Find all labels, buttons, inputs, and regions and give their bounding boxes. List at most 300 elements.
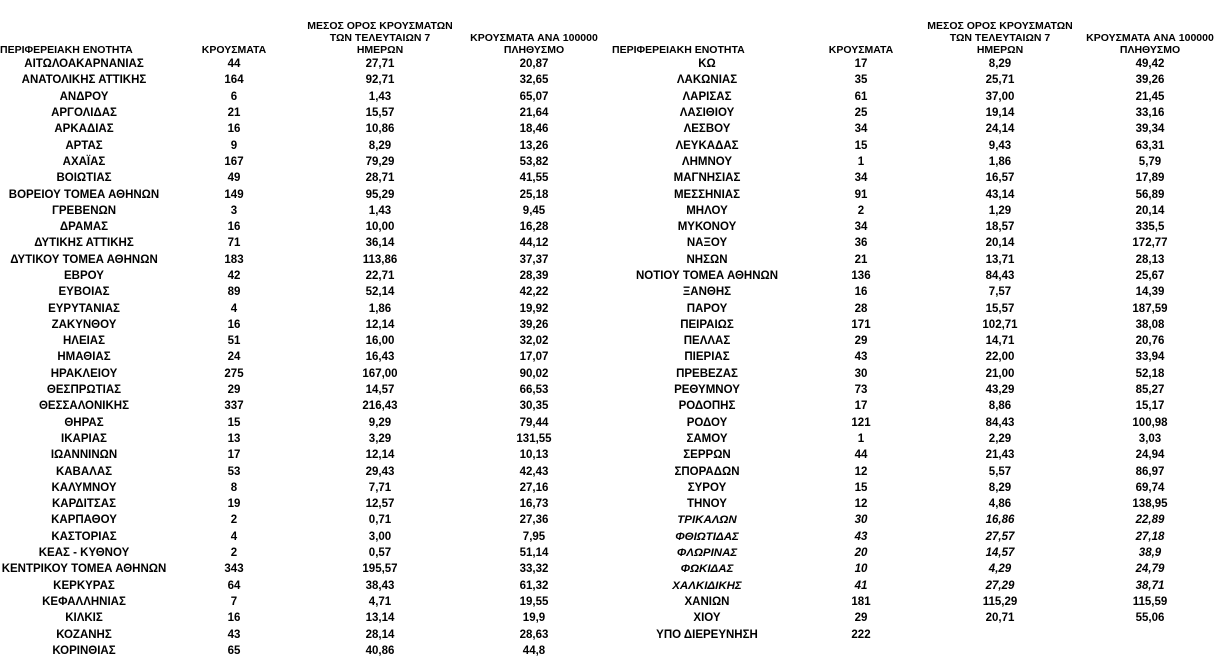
cell-avg-7-days: 15,57 — [365, 107, 395, 120]
cell-avg-7-days: 52,14 — [365, 286, 395, 299]
cell-per-100k: 53,82 — [519, 155, 549, 168]
cell-per-100k: 138,95 — [1132, 498, 1168, 511]
cell-per-100k: 51,14 — [519, 547, 549, 560]
cell-region: ΔΥΤΙΚΟΥ ΤΟΜΕΑ ΑΘΗΝΩΝ — [10, 253, 158, 266]
cell-region: ΜΑΓΝΗΣΙΑΣ — [673, 172, 741, 185]
table-row — [612, 447, 1220, 463]
cell-cases: 3 — [230, 204, 238, 217]
cell-region: ΣΑΜΟΥ — [686, 432, 728, 445]
header-avg-7-days: ΜΕΣΟΣ ΟΡΟΣ ΚΡΟΥΣΜΑΤΩΝ ΤΩΝ ΤΕΛΕΥΤΑΙΩΝ 7 ΗΜΕΡΩΝ — [927, 20, 1073, 56]
cell-per-100k: 25,67 — [1135, 270, 1165, 282]
cell-region: ΕΥΡΥΤΑΝΙΑΣ — [48, 302, 120, 315]
cell-per-100k: 24,79 — [1135, 563, 1165, 576]
cell-region: ΑΝΑΤΟΛΙΚΗΣ ΑΤΤΙΚΗΣ — [21, 74, 147, 87]
cell-cases: 7 — [230, 595, 238, 608]
cell-per-100k: 44,12 — [519, 237, 549, 250]
cell-region: ΚΕΝΤΡΙΚΟΥ ΤΟΜΕΑ ΑΘΗΝΩΝ — [1, 563, 167, 576]
cell-cases: 167 — [224, 155, 244, 168]
cell-avg-7-days: 16,43 — [365, 351, 395, 364]
cell-per-100k: 21,64 — [519, 107, 549, 120]
cell-region: ΔΡΑΜΑΣ — [59, 221, 109, 234]
cell-per-100k: 20,76 — [1135, 335, 1165, 348]
table-row — [0, 186, 608, 202]
cell-avg-7-days: 25,71 — [985, 74, 1015, 87]
cell-avg-7-days: 9,43 — [988, 139, 1012, 152]
cell-cases: 275 — [224, 367, 244, 380]
cell-cases: 89 — [227, 286, 241, 299]
cell-avg-7-days: 21,00 — [985, 367, 1015, 380]
cell-per-100k: 17,07 — [519, 351, 549, 364]
cell-region: ΛΗΜΝΟΥ — [681, 155, 733, 168]
cell-cases: 71 — [227, 237, 241, 250]
cell-cases: 34 — [854, 172, 868, 185]
cell-avg-7-days: 12,14 — [365, 318, 395, 331]
cell-avg-7-days: 167,00 — [362, 367, 398, 380]
cell-avg-7-days: 43,14 — [985, 188, 1015, 201]
cell-per-100k: 27,18 — [1135, 530, 1165, 543]
table-row — [612, 415, 1220, 431]
cell-cases: 24 — [227, 351, 241, 364]
cell-avg-7-days: 0,71 — [368, 514, 392, 527]
cell-region: ΔΥΤΙΚΗΣ ΑΤΤΙΚΗΣ — [34, 237, 134, 250]
table-row — [612, 529, 1220, 545]
table-row — [612, 317, 1220, 333]
cell-region: ΙΩΑΝΝΙΝΩΝ — [50, 449, 118, 462]
table-row — [612, 186, 1220, 202]
cell-cases: 337 — [224, 400, 244, 413]
table-row — [0, 170, 608, 186]
cell-per-100k: 27,36 — [519, 514, 549, 527]
cell-region: ΒΟΙΩΤΙΑΣ — [56, 172, 112, 185]
cell-per-100k: 17,89 — [1135, 172, 1165, 185]
cell-region: ΑΝΔΡΟΥ — [59, 90, 109, 103]
cell-cases: 44 — [854, 449, 868, 462]
cell-cases: 181 — [851, 595, 871, 608]
cell-cases: 43 — [854, 530, 868, 543]
cell-region: ΑΡΚΑΔΙΑΣ — [54, 123, 114, 136]
cell-cases: 121 — [851, 416, 871, 429]
table-row — [0, 268, 608, 284]
cell-per-100k: 16,28 — [519, 221, 549, 234]
cell-per-100k: 7,95 — [522, 530, 546, 543]
cell-avg-7-days: 14,71 — [985, 335, 1015, 348]
cell-avg-7-days: 3,00 — [368, 530, 392, 543]
cell-avg-7-days: 9,29 — [368, 416, 392, 429]
header-cases: ΚΡΟΥΣΜΑΤΑ — [201, 44, 267, 56]
header-row — [0, 0, 608, 56]
table-row — [612, 105, 1220, 121]
cell-cases: 29 — [227, 384, 241, 397]
cell-region: ΣΥΡΟΥ — [687, 481, 727, 494]
cell-region: ΤΗΝΟΥ — [687, 498, 727, 511]
table-row — [0, 463, 608, 479]
cell-avg-7-days: 95,29 — [365, 188, 395, 201]
table-row — [612, 545, 1220, 561]
cell-per-100k: 66,53 — [519, 384, 549, 397]
cell-avg-7-days: 37,00 — [985, 90, 1015, 103]
cell-cases: 343 — [224, 563, 244, 576]
cell-cases: 19 — [227, 498, 241, 511]
cell-avg-7-days: 8,29 — [368, 139, 392, 152]
table-row — [612, 137, 1220, 153]
cell-avg-7-days: 16,57 — [985, 172, 1015, 185]
cell-per-100k: 3,03 — [1138, 432, 1162, 445]
cell-cases: 10 — [854, 563, 868, 576]
cell-per-100k: 39,26 — [1135, 74, 1165, 87]
cell-cases: 34 — [854, 123, 868, 136]
cell-cases: 9 — [230, 139, 238, 152]
cell-region: ΡΟΔΟΥ — [686, 416, 728, 429]
table-row — [612, 431, 1220, 447]
cell-region: ΚΑΣΤΟΡΙΑΣ — [51, 530, 117, 543]
table-row — [612, 284, 1220, 300]
cell-cases: 16 — [227, 123, 241, 136]
table-row — [0, 317, 608, 333]
cell-avg-7-days: 1,43 — [368, 204, 392, 217]
cell-cases: 73 — [854, 384, 868, 397]
table-row — [612, 170, 1220, 186]
cell-avg-7-days: 14,57 — [365, 384, 395, 397]
cell-cases: 4 — [230, 302, 238, 315]
cell-avg-7-days: 24,14 — [985, 123, 1015, 136]
cell-cases: 16 — [227, 612, 241, 625]
cell-region: ΠΑΡΟΥ — [686, 302, 728, 315]
table-row — [0, 512, 608, 528]
cell-region: ΚΙΛΚΙΣ — [65, 612, 103, 625]
cell-per-100k: 20,14 — [1135, 204, 1165, 217]
table-row — [612, 366, 1220, 382]
table-row — [612, 121, 1220, 137]
cell-avg-7-days: 28,71 — [365, 172, 395, 185]
cell-region: ΙΚΑΡΙΑΣ — [61, 432, 107, 445]
cell-region: ΚΕΦΑΛΛΗΝΙΑΣ — [42, 595, 126, 608]
cell-region: ΞΑΝΘΗΣ — [682, 286, 732, 299]
cell-region: ΦΛΩΡΙΝΑΣ — [676, 547, 738, 560]
cell-per-100k: 28,13 — [1135, 253, 1165, 266]
table-row — [0, 219, 608, 235]
cell-per-100k: 22,89 — [1135, 514, 1165, 527]
cell-region: ΣΠΟΡΑΔΩΝ — [674, 465, 740, 478]
cell-region: ΗΡΑΚΛΕΙΟΥ — [50, 367, 118, 380]
table-row — [0, 203, 608, 219]
cell-cases: 13 — [227, 432, 241, 445]
table-row — [612, 626, 1220, 642]
cell-cases: 51 — [227, 335, 241, 348]
cell-region: ΑΙΤΩΛΟΑΚΑΡΝΑΝΙΑΣ — [24, 58, 144, 71]
cell-avg-7-days: 27,29 — [985, 579, 1015, 592]
cell-region: ΚΕΑΣ - ΚΥΘΝΟΥ — [38, 547, 130, 560]
cases-table-left — [0, 0, 608, 659]
cell-per-100k: 33,32 — [519, 563, 549, 576]
cell-avg-7-days: 12,57 — [365, 498, 395, 511]
cell-region: ΧΙΟΥ — [693, 612, 721, 625]
cell-avg-7-days: 79,29 — [365, 155, 395, 168]
table-row — [612, 154, 1220, 170]
table-row — [0, 545, 608, 561]
table-row — [612, 496, 1220, 512]
table-row — [0, 154, 608, 170]
cell-region: ΛΑΣΙΘΙΟΥ — [679, 107, 735, 120]
table-body-right — [612, 56, 1220, 643]
cell-region: ΛΕΥΚΑΔΑΣ — [675, 139, 739, 152]
cell-avg-7-days: 19,14 — [985, 107, 1015, 120]
table-row — [612, 252, 1220, 268]
cell-region: ΠΕΛΛΑΣ — [683, 335, 731, 348]
table-row — [612, 300, 1220, 316]
header-per-100k: ΚΡΟΥΣΜΑΤΑ ΑΝΑ 100000 ΠΛΗΘΥΣΜΟ — [470, 32, 598, 56]
cell-per-100k: 25,18 — [519, 188, 549, 201]
cell-region: ΘΕΣΠΡΩΤΙΑΣ — [46, 384, 122, 397]
cell-region: ΠΕΙΡΑΙΩΣ — [680, 318, 734, 331]
cell-region: ΚΩ — [698, 58, 716, 71]
cell-region: ΧΑΛΚΙΔΙΚΗΣ — [672, 579, 742, 592]
cell-avg-7-days: 20,14 — [985, 237, 1015, 250]
cell-cases: 43 — [227, 628, 241, 641]
cell-avg-7-days: 113,86 — [362, 253, 398, 266]
cell-cases: 41 — [854, 579, 868, 592]
cell-per-100k: 52,18 — [1135, 367, 1165, 380]
cell-cases: 15 — [227, 416, 241, 429]
header-region: ΠΕΡΙΦΕΡΕΙΑΚΗ ΕΝΟΤΗΤΑ — [612, 44, 745, 56]
cell-cases: 149 — [224, 188, 244, 201]
cell-region: ΚΑΒΑΛΑΣ — [55, 465, 113, 478]
cell-per-100k: 19,92 — [519, 302, 549, 315]
cell-avg-7-days: 102,71 — [982, 318, 1018, 331]
cell-per-100k: 65,07 — [519, 90, 549, 103]
table-row — [0, 252, 608, 268]
cell-region: ΜΗΛΟΥ — [686, 204, 728, 217]
cell-avg-7-days: 1,86 — [988, 155, 1012, 168]
cell-per-100k: 42,43 — [519, 465, 549, 478]
cell-avg-7-days: 15,57 — [985, 302, 1015, 315]
cell-cases: 34 — [854, 221, 868, 234]
cell-avg-7-days: 4,71 — [368, 595, 392, 608]
cell-avg-7-days: 84,43 — [985, 270, 1015, 282]
cell-per-100k: 90,02 — [519, 367, 549, 380]
table-row — [612, 219, 1220, 235]
cell-per-100k: 131,55 — [516, 432, 552, 445]
cell-per-100k: 9,45 — [522, 204, 546, 217]
cell-per-100k — [1080, 626, 1220, 642]
cell-avg-7-days: 16,00 — [365, 335, 395, 348]
table-row — [612, 398, 1220, 414]
cell-avg-7-days: 36,14 — [365, 237, 395, 250]
table-row — [0, 561, 608, 577]
table-row — [612, 512, 1220, 528]
cell-region: ΚΟΖΑΝΗΣ — [56, 628, 112, 641]
cell-per-100k: 55,06 — [1135, 612, 1165, 625]
cell-cases: 65 — [227, 644, 241, 657]
cell-avg-7-days: 8,29 — [988, 481, 1012, 494]
cell-cases: 44 — [227, 58, 241, 71]
table-row — [612, 235, 1220, 251]
cases-table-right — [612, 0, 1220, 643]
table-row — [0, 578, 608, 594]
cell-cases: 1 — [857, 155, 865, 168]
cell-cases: 25 — [854, 107, 868, 120]
table-row — [0, 121, 608, 137]
cell-region: ΤΡΙΚΑΛΩΝ — [677, 514, 737, 527]
table-row — [0, 137, 608, 153]
table-row — [0, 105, 608, 121]
cell-region: ΖΑΚΥΝΘΟΥ — [51, 318, 117, 331]
cell-avg-7-days: 0,57 — [368, 547, 392, 560]
cell-cases: 8 — [230, 481, 238, 494]
table-row — [0, 610, 608, 626]
cell-avg-7-days: 1,43 — [368, 90, 392, 103]
cell-per-100k: 18,46 — [519, 123, 549, 136]
table-row — [0, 382, 608, 398]
cell-avg-7-days: 22,71 — [365, 270, 395, 282]
cell-avg-7-days: 4,86 — [988, 498, 1012, 511]
cell-cases: 2 — [230, 514, 238, 527]
cell-cases: 64 — [227, 579, 241, 592]
cell-avg-7-days: 28,14 — [365, 628, 395, 641]
table-row — [612, 333, 1220, 349]
cell-cases: 28 — [854, 302, 868, 315]
cell-per-100k: 37,37 — [519, 253, 549, 266]
cell-avg-7-days: 1,29 — [988, 204, 1012, 217]
table-row — [0, 626, 608, 642]
table-row — [612, 610, 1220, 626]
cell-region: ΗΛΕΙΑΣ — [62, 335, 106, 348]
cell-cases: 4 — [230, 530, 238, 543]
table-row — [0, 349, 608, 365]
cell-avg-7-days: 29,43 — [365, 465, 395, 478]
cell-cases: 17 — [854, 400, 868, 413]
cell-per-100k: 28,39 — [519, 270, 549, 282]
table-row — [612, 268, 1220, 284]
table-row — [0, 235, 608, 251]
cell-region: ΛΑΡΙΣΑΣ — [682, 90, 732, 103]
cell-per-100k: 85,27 — [1135, 384, 1165, 397]
table-row — [0, 89, 608, 105]
table-row — [0, 496, 608, 512]
table-row — [612, 72, 1220, 88]
cell-avg-7-days: 22,00 — [985, 351, 1015, 364]
cell-per-100k: 5,79 — [1138, 155, 1162, 168]
cell-per-100k: 10,13 — [519, 449, 549, 462]
cell-avg-7-days: 2,29 — [988, 432, 1012, 445]
cell-region: ΧΑΝΙΩΝ — [684, 595, 730, 608]
cell-region: ΝΑΞΟΥ — [686, 237, 728, 250]
cell-per-100k: 32,65 — [519, 74, 549, 87]
cell-region: ΚΑΛΥΜΝΟΥ — [51, 481, 117, 494]
table-row — [0, 56, 608, 72]
cell-cases: 91 — [854, 188, 868, 201]
cell-per-100k: 335,5 — [1135, 221, 1165, 234]
cell-cases: 16 — [227, 318, 241, 331]
header-cases: ΚΡΟΥΣΜΑΤΑ — [828, 44, 894, 56]
cell-avg-7-days: 27,71 — [365, 58, 395, 71]
cell-region: ΚΟΡΙΝΘΙΑΣ — [52, 644, 116, 657]
cell-per-100k: 20,87 — [519, 58, 549, 71]
table-row — [612, 578, 1220, 594]
cell-per-100k: 41,55 — [519, 172, 549, 185]
cell-per-100k: 44,8 — [522, 644, 546, 657]
cell-per-100k: 27,16 — [519, 481, 549, 494]
cell-region: ΠΡΕΒΕΖΑΣ — [676, 367, 738, 380]
cell-region: ΡΕΘΥΜΝΟΥ — [674, 384, 740, 397]
cell-cases: 29 — [854, 335, 868, 348]
cell-cases: 17 — [854, 58, 868, 71]
cell-region: ΗΜΑΘΙΑΣ — [57, 351, 111, 364]
cell-avg-7-days: 8,86 — [988, 400, 1012, 413]
cell-per-100k: 115,59 — [1132, 595, 1168, 608]
cell-avg-7-days: 16,86 — [985, 514, 1015, 527]
table-row — [0, 431, 608, 447]
cell-per-100k: 69,74 — [1135, 481, 1165, 494]
table-row — [612, 382, 1220, 398]
cell-region: ΓΡΕΒΕΝΩΝ — [51, 204, 117, 217]
cell-cases: 164 — [224, 74, 244, 87]
cell-per-100k: 42,22 — [519, 286, 549, 299]
cell-cases: 30 — [854, 514, 868, 527]
cell-avg-7-days: 27,57 — [985, 530, 1015, 543]
cell-avg-7-days: 10,86 — [365, 123, 395, 136]
cell-per-100k: 38,9 — [1138, 547, 1162, 560]
cell-region: ΑΡΤΑΣ — [65, 139, 103, 152]
cell-avg-7-days: 40,86 — [365, 644, 395, 657]
cell-avg-7-days: 1,86 — [368, 302, 392, 315]
cell-per-100k: 19,9 — [522, 612, 546, 625]
cell-avg-7-days: 195,57 — [362, 563, 398, 576]
cell-avg-7-days: 13,71 — [985, 253, 1015, 266]
cell-per-100k: 49,42 — [1135, 58, 1165, 71]
cell-avg-7-days: 8,29 — [988, 58, 1012, 71]
cell-avg-7-days: 7,71 — [368, 481, 392, 494]
table-row — [0, 72, 608, 88]
cell-region: ΥΠΟ ΔΙΕΡΕΥΝΗΣΗ — [656, 628, 758, 641]
cell-cases: 222 — [851, 628, 871, 641]
cell-cases: 36 — [854, 237, 868, 250]
cell-cases: 35 — [854, 74, 868, 87]
cell-region: ΝΗΣΩΝ — [686, 253, 728, 266]
cell-cases: 6 — [230, 90, 238, 103]
cell-region: ΚΑΡΠΑΘΟΥ — [51, 514, 117, 527]
table-row — [0, 415, 608, 431]
cell-region: ΑΧΑΪΑΣ — [62, 155, 106, 168]
cell-cases: 171 — [851, 318, 871, 331]
cell-region: ΘΗΡΑΣ — [64, 416, 104, 429]
cell-cases: 29 — [854, 612, 868, 625]
cell-cases: 15 — [854, 481, 868, 494]
cell-region: ΒΟΡΕΙΟΥ ΤΟΜΕΑ ΑΘΗΝΩΝ — [8, 188, 160, 201]
table-row — [612, 203, 1220, 219]
cell-per-100k: 19,55 — [519, 595, 549, 608]
cell-region: ΜΕΣΣΗΝΙΑΣ — [673, 188, 741, 201]
table-body-left — [0, 56, 608, 659]
cell-avg-7-days: 7,57 — [988, 286, 1012, 299]
table-row — [0, 398, 608, 414]
cell-per-100k: 13,26 — [519, 139, 549, 152]
header-region: ΠΕΡΙΦΕΡΕΙΑΚΗ ΕΝΟΤΗΤΑ — [0, 44, 133, 56]
table-row — [612, 56, 1220, 72]
cell-avg-7-days — [920, 626, 1080, 642]
cell-region: ΜΥΚΟΝΟΥ — [677, 221, 737, 234]
cell-per-100k: 14,39 — [1135, 286, 1165, 299]
cell-per-100k: 33,94 — [1135, 351, 1165, 364]
cell-region: ΑΡΓΟΛΙΔΑΣ — [51, 107, 117, 120]
cell-avg-7-days: 20,71 — [985, 612, 1015, 625]
cell-per-100k: 39,26 — [519, 318, 549, 331]
cell-cases: 49 — [227, 172, 241, 185]
table-row — [0, 594, 608, 610]
cell-cases: 2 — [230, 547, 238, 560]
table-row — [0, 529, 608, 545]
cell-region: ΕΒΡΟΥ — [64, 270, 104, 282]
cell-per-100k: 30,35 — [519, 400, 549, 413]
